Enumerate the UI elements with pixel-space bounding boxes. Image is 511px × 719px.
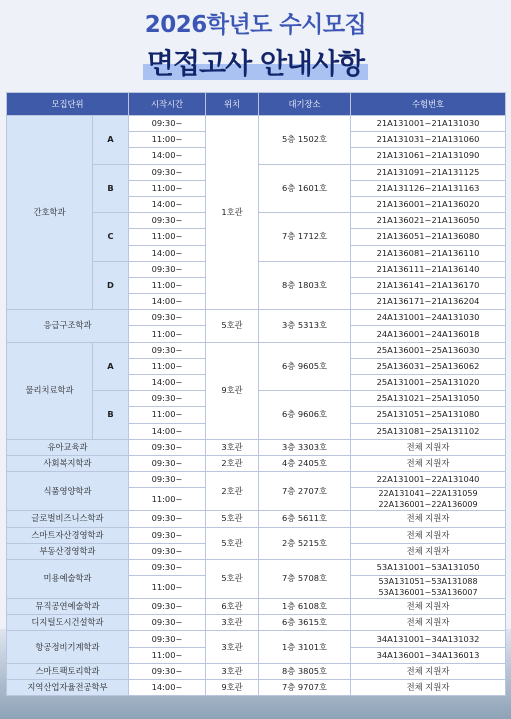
waiting-cell: 4층 2405호 (259, 455, 351, 471)
waiting-cell: 3층 5313호 (259, 310, 351, 342)
time-cell: 11:00~ (129, 180, 206, 196)
exam-number-cell (351, 576, 506, 599)
waiting-cell: 1층 3101호 (259, 631, 351, 663)
header-waiting: 대기장소 (259, 93, 351, 116)
page-title-year: 2026학년도 수시모집 (144, 12, 367, 38)
time-cell: 14:00~ (129, 680, 206, 696)
time-cell: 11:00~ (129, 277, 206, 293)
exam-number-cell: 전체 지원자 (351, 615, 506, 631)
table-row (7, 527, 506, 543)
header-location: 위치 (206, 93, 259, 116)
waiting-cell: 6층 5611호 (259, 511, 351, 527)
exam-number-cell: 24A136001~24A136018 (351, 326, 506, 342)
time-cell: 11:00~ (129, 576, 206, 599)
exam-number-cell: 24A131001~24A131030 (351, 310, 506, 326)
location-cell: 3호관 (206, 439, 259, 455)
dept-cell: 스마트자산경영학과 (7, 527, 129, 543)
time-cell: 09:30~ (129, 116, 206, 132)
exam-number-cell: 21A136081~21A136110 (351, 245, 506, 261)
location-cell: 3호관 (206, 631, 259, 663)
waiting-cell: 1층 6108호 (259, 599, 351, 615)
exam-number-cell: 21A131031~21A131060 (351, 132, 506, 148)
exam-number-cell: 34A136001~34A136013 (351, 647, 506, 663)
exam-number-cell: 전체 지원자 (351, 439, 506, 455)
dept-cell: 물리치료학과 (7, 342, 93, 439)
time-cell: 11:00~ (129, 358, 206, 374)
exam-number-cell: 21A136001~21A136020 (351, 196, 506, 212)
header-exam-number: 수험번호 (351, 93, 506, 116)
table-row (7, 116, 506, 132)
time-cell: 11:00~ (129, 407, 206, 423)
subgroup-cell: C (93, 213, 129, 262)
waiting-cell: 7층 9707호 (259, 680, 351, 696)
exam-number-cell: 21A136171~21A136204 (351, 294, 506, 310)
dept-cell: 간호학과 (7, 116, 93, 310)
table-row (7, 310, 506, 326)
exam-number-cell: 21A131061~21A131090 (351, 148, 506, 164)
table-row (7, 663, 506, 679)
table-row (7, 439, 506, 455)
exam-number-cell: 25A131081~25A131102 (351, 423, 506, 439)
header-time: 시작시간 (129, 93, 206, 116)
subgroup-cell: D (93, 261, 129, 310)
exam-number-cell: 34A131001~34A131032 (351, 631, 506, 647)
dept-cell: 미용예술학과 (7, 559, 129, 598)
exam-number-cell: 21A131001~21A131030 (351, 116, 506, 132)
table-row (7, 599, 506, 615)
exam-number-cell: 전체 지원자 (351, 543, 506, 559)
time-cell: 09:30~ (129, 342, 206, 358)
time-cell: 14:00~ (129, 196, 206, 212)
dept-cell: 디지털도시건설학과 (7, 615, 129, 631)
dept-cell: 스마트팩토리학과 (7, 663, 129, 679)
dept-cell: 글로벌비즈니스학과 (7, 511, 129, 527)
dept-cell: 항공정비기계학과 (7, 631, 129, 663)
exam-number-cell: 21A136021~21A136050 (351, 213, 506, 229)
dept-cell: 식품영양학과 (7, 472, 129, 511)
location-cell: 2호관 (206, 455, 259, 471)
subgroup-cell: B (93, 391, 129, 440)
time-cell: 09:30~ (129, 543, 206, 559)
exam-range-line: 53A136001~53A136007 (378, 588, 478, 598)
waiting-cell: 2층 5215호 (259, 527, 351, 559)
waiting-cell: 7층 5708호 (259, 559, 351, 598)
dept-cell: 응급구조학과 (7, 310, 129, 342)
time-cell: 14:00~ (129, 148, 206, 164)
exam-number-cell: 21A136051~21A136080 (351, 229, 506, 245)
exam-number-cell: 21A131126~21A131163 (351, 180, 506, 196)
exam-number-cell: 53A131001~53A131050 (351, 559, 506, 575)
dept-cell: 사회복지학과 (7, 455, 129, 471)
waiting-cell: 6층 3615호 (259, 615, 351, 631)
location-cell: 1호관 (206, 116, 259, 310)
subgroup-cell: A (93, 342, 129, 391)
waiting-cell: 5층 1502호 (259, 116, 351, 165)
exam-number-cell: 전체 지원자 (351, 511, 506, 527)
location-cell: 2호관 (206, 472, 259, 511)
table-row (7, 472, 506, 488)
table-row (7, 680, 506, 696)
time-cell: 09:30~ (129, 663, 206, 679)
time-cell: 09:30~ (129, 511, 206, 527)
exam-number-cell: 21A131091~21A131125 (351, 164, 506, 180)
table-row (7, 342, 506, 358)
subgroup-cell: A (93, 116, 129, 165)
table-row (7, 631, 506, 647)
exam-number-cell: 전체 지원자 (351, 663, 506, 679)
exam-number-cell: 25A136001~25A136030 (351, 342, 506, 358)
interview-schedule-table (6, 92, 506, 696)
exam-number-cell: 전체 지원자 (351, 455, 506, 471)
time-cell: 09:30~ (129, 527, 206, 543)
exam-number-cell: 25A131021~25A131050 (351, 391, 506, 407)
location-cell: 5호관 (206, 527, 259, 559)
waiting-cell: 6층 9605호 (259, 342, 351, 391)
table-row (7, 511, 506, 527)
time-cell: 09:30~ (129, 559, 206, 575)
waiting-cell: 6층 9606호 (259, 391, 351, 440)
time-cell: 14:00~ (129, 294, 206, 310)
table-row (7, 559, 506, 575)
location-cell: 6호관 (206, 599, 259, 615)
header-dept: 모집단위 (7, 93, 129, 116)
time-cell: 09:30~ (129, 472, 206, 488)
exam-number-cell: 22A131001~22A131040 (351, 472, 506, 488)
time-cell: 11:00~ (129, 326, 206, 342)
time-cell: 09:30~ (129, 439, 206, 455)
location-cell: 9호관 (206, 342, 259, 439)
dept-cell: 부동산경영학과 (7, 543, 129, 559)
waiting-cell: 6층 1601호 (259, 164, 351, 213)
location-cell: 3호관 (206, 615, 259, 631)
exam-range-line: 22A136001~22A136009 (378, 500, 478, 510)
exam-range-line: 53A131051~53A131088 (378, 577, 478, 587)
exam-number-cell: 전체 지원자 (351, 599, 506, 615)
location-cell: 5호관 (206, 511, 259, 527)
dept-cell: 유아교육과 (7, 439, 129, 455)
table-header-row (7, 93, 506, 116)
page-title-main: 면접고사 안내사항 (143, 42, 368, 82)
time-cell: 09:30~ (129, 164, 206, 180)
time-cell: 14:00~ (129, 375, 206, 391)
location-cell: 9호관 (206, 680, 259, 696)
exam-number-cell: 25A131051~25A131080 (351, 407, 506, 423)
time-cell: 09:30~ (129, 261, 206, 277)
time-cell: 09:30~ (129, 631, 206, 647)
exam-number-cell: 전체 지원자 (351, 680, 506, 696)
time-cell: 09:30~ (129, 615, 206, 631)
dept-cell: 지역산업자율전공학부 (7, 680, 129, 696)
exam-number-cell: 전체 지원자 (351, 527, 506, 543)
exam-number-cell: 21A136111~21A136140 (351, 261, 506, 277)
time-cell: 11:00~ (129, 229, 206, 245)
exam-number-cell: 21A136141~21A136170 (351, 277, 506, 293)
time-cell: 09:30~ (129, 599, 206, 615)
exam-number-cell (351, 488, 506, 511)
waiting-cell: 8층 1803호 (259, 261, 351, 310)
dept-cell: 뮤직공연예술학과 (7, 599, 129, 615)
waiting-cell: 7층 1712호 (259, 213, 351, 262)
exam-number-cell: 25A131001~25A131020 (351, 375, 506, 391)
table-row (7, 455, 506, 471)
exam-number-cell: 25A136031~25A136062 (351, 358, 506, 374)
page-header (0, 0, 511, 90)
time-cell: 11:00~ (129, 647, 206, 663)
exam-range-line: 22A131041~22A131059 (378, 489, 478, 499)
time-cell: 09:30~ (129, 455, 206, 471)
waiting-cell: 3층 3303호 (259, 439, 351, 455)
subgroup-cell: B (93, 164, 129, 213)
waiting-cell: 7층 2707호 (259, 472, 351, 511)
time-cell: 11:00~ (129, 132, 206, 148)
time-cell: 09:30~ (129, 310, 206, 326)
time-cell: 09:30~ (129, 391, 206, 407)
location-cell: 3호관 (206, 663, 259, 679)
waiting-cell: 8층 3805호 (259, 663, 351, 679)
time-cell: 14:00~ (129, 423, 206, 439)
time-cell: 14:00~ (129, 245, 206, 261)
table-row (7, 615, 506, 631)
time-cell: 11:00~ (129, 488, 206, 511)
location-cell: 5호관 (206, 310, 259, 342)
location-cell: 5호관 (206, 559, 259, 598)
time-cell: 09:30~ (129, 213, 206, 229)
